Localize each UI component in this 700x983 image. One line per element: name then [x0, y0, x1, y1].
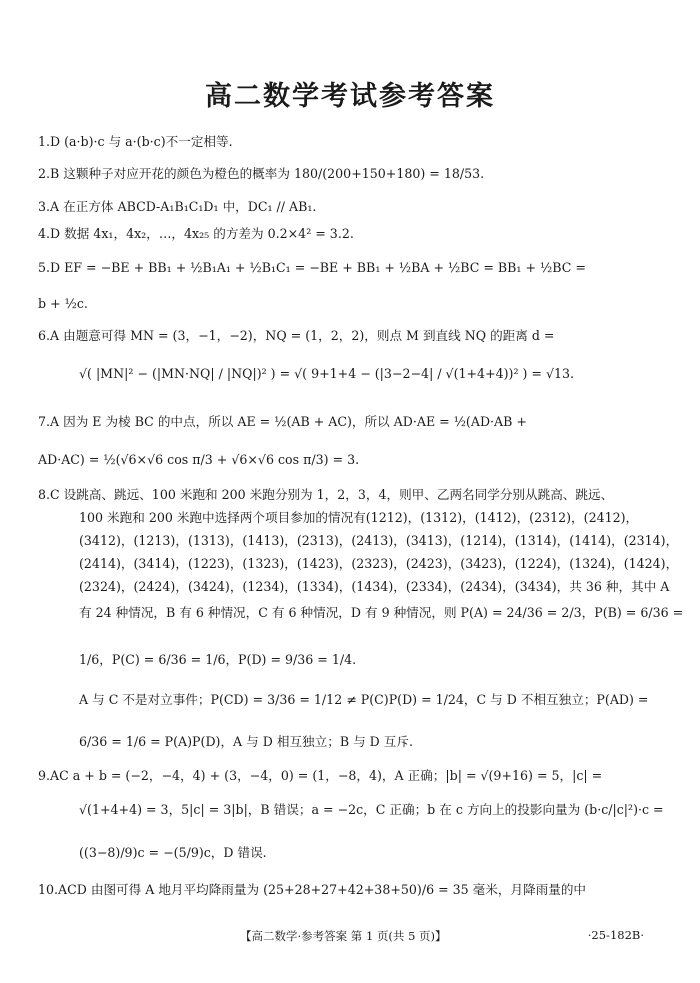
answer-line: 8.C 设跳高、跳远、100 米跑和 200 米跑分别为 1，2，3，4，则甲、乙两名同学分别从跳高、跳远、 [38, 487, 614, 502]
answer-line: (2324)，(2424)，(3424)，(1234)，(1334)，(1434)，(2334)，(2434)，(3434)，共 36 种，其中 A [79, 579, 670, 594]
answer-line: 10.ACD 由图可得 A 地月平均降雨量为 (25+28+27+42+38+50)/6 = 35 毫米，月降雨量的中 [38, 882, 587, 897]
answer-line: 1.D (a·b)·c 与 a·(b·c)不一定相等. [38, 134, 233, 149]
answer-line: 1/6，P(C) = 6/36 = 1/6，P(D) = 9/36 = 1/4. [79, 652, 357, 667]
answer-line: A 与 C 不是对立事件；P(CD) = 3/36 = 1/12 ≠ P(C)P(D) = 1/24，C 与 D 不相互独立；P(AD) = [79, 692, 649, 707]
answer-line: 6/36 = 1/6 = P(A)P(D)，A 与 D 相互独立；B 与 D 互斥. [79, 734, 413, 749]
answer-line: 4.D 数据 4x₁，4x₂，…，4x₂₅ 的方差为 0.2×4² = 3.2. [38, 226, 354, 241]
answer-line: 5.D EF = −BE + BB₁ + ½B₁A₁ + ½B₁C₁ = −BE + BB₁ + ½BA + ½BC = BB₁ + ½BC = [38, 260, 586, 275]
answer-line: 3.A 在正方体 ABCD-A₁B₁C₁D₁ 中，DC₁ // AB₁. [38, 199, 317, 214]
answer-line: 100 米跑和 200 米跑中选择两个项目参加的情况有(1212)，(1312)，(1412)，(2312)，(2412)， [79, 510, 639, 525]
answer-line: 9.AC a + b = (−2，−4，4) + (3，−4，0) = (1，−8，4)，A 正确；|b| = √(9+16) = 5，|c| = [38, 768, 603, 783]
answer-line: 7.A 因为 E 为棱 BC 的中点，所以 AE = ½(AB + AC)，所以 AD·AE = ½(AD·AB + [38, 414, 527, 429]
answer-line: (3412)，(1213)，(1313)，(1413)，(2313)，(2413)，(3413)，(1214)，(1314)，(1414)，(2314)， [79, 533, 679, 548]
answer-line: 6.A 由题意可得 MN = (3，−1，−2)，NQ = (1，2，2)，则点 M 到直线 NQ 的距离 d = [38, 328, 555, 343]
answer-line: (2414)，(3414)，(1223)，(1323)，(1423)，(2323)，(2423)，(3423)，(1224)，(1324)，(1424)， [79, 556, 679, 571]
answer-line: b + ½c. [38, 296, 88, 311]
answer-line: ((3−8)/9)c = −(5/9)c，D 错误. [79, 845, 267, 860]
answer-line: √(1+4+4) = 3，5|c| = 3|b|，B 错误；a = −2c，C 正确；b 在 c 方向上的投影向量为 (b·c/|c|²)·c = [79, 802, 664, 817]
answer-line: AD·AC) = ½(√6×√6 cos π/3 + √6×√6 cos π/3) = 3. [38, 452, 360, 467]
answer-line: 2.B 这颗种子对应开花的颜色为橙色的概率为 180/(200+150+180) = 18/53. [38, 166, 485, 181]
answer-line: 有 24 种情况，B 有 6 种情况，C 有 6 种情况，D 有 9 种情况，则 P(A) = 24/36 = 2/3，P(B) = 6/36 = [79, 605, 684, 620]
page-title: 高二数学考试参考答案 [205, 81, 495, 112]
footer-page-info: 【高二数学·参考答案 第 1 页(共 5 页)】 [240, 929, 447, 943]
answer-line: √( |MN|² − (|MN·NQ| / |NQ|)² ) = √( 9+1+4 − (|3−2−4| / √(1+4+4))² ) = √13. [79, 366, 575, 381]
footer-code: ·25-182B· [587, 928, 644, 942]
